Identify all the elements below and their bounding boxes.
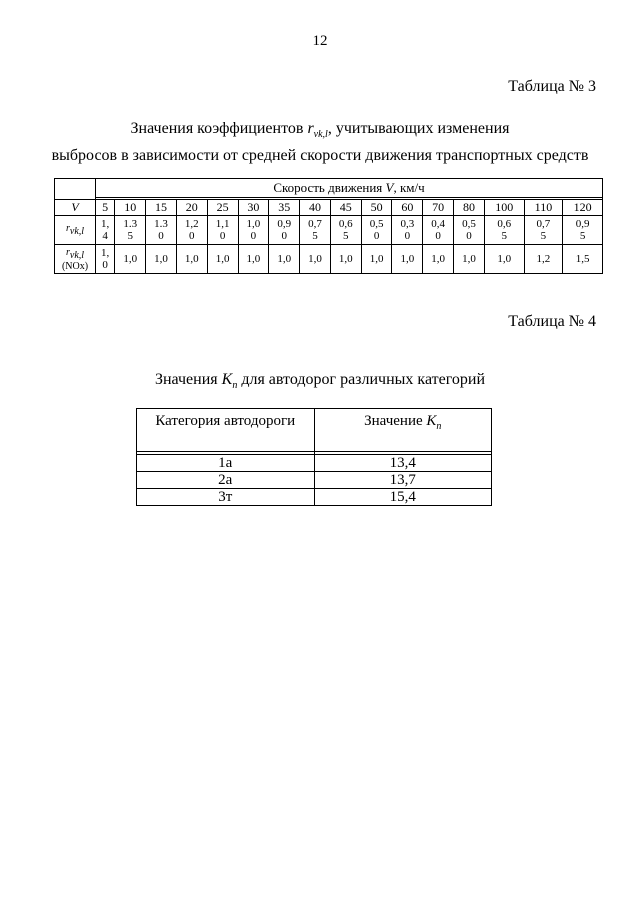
- row2-value-cell: [207, 245, 238, 274]
- cell-value-part: 1,0: [215, 253, 230, 265]
- row-label-sub: vk,l: [69, 249, 85, 261]
- cell-value-part: 0: [435, 230, 441, 242]
- row2-value-cell: [238, 245, 269, 274]
- cell-value-part: 0,5: [462, 218, 476, 230]
- cell-value: [216, 253, 230, 265]
- row1-value-cell: [330, 216, 361, 245]
- speed-cell: 120: [563, 200, 603, 216]
- cell-value-part: 0: [466, 230, 472, 242]
- table3-label: Таблица № 3: [508, 78, 596, 95]
- table4-title-part: Значения: [154, 371, 222, 388]
- row2-value-cell: [484, 245, 524, 274]
- row1-value-cell: [361, 216, 392, 245]
- table4-title-sub: n: [232, 380, 238, 392]
- cell-value-part: 0,5: [369, 218, 384, 230]
- cell-value-part: 5: [343, 230, 349, 242]
- cell-value: [123, 218, 137, 242]
- speed-cell: 35: [269, 200, 300, 216]
- cell-value: [431, 218, 445, 242]
- cell-value: [277, 218, 291, 242]
- cell-value-part: 1,0: [338, 253, 353, 265]
- cell-value-part: 0,6: [338, 218, 353, 230]
- cell-value-part: 0: [373, 230, 380, 242]
- cell-value: [308, 218, 322, 242]
- row1-value-cell: [454, 216, 485, 245]
- header-part: , км/ч: [393, 180, 425, 195]
- cell-value-part: 5: [312, 230, 318, 242]
- cell-value-part: 1,2: [184, 218, 199, 230]
- table3-speed-header: [96, 179, 603, 198]
- row1-value-cell: [300, 216, 331, 245]
- row2-value-cell: [330, 245, 361, 274]
- cell-value: [497, 253, 511, 265]
- cell-value-part: 0,6: [497, 218, 512, 230]
- col-header-part: Значение: [364, 413, 427, 429]
- cell-value: [576, 218, 590, 242]
- speed-cell: 5: [96, 200, 115, 216]
- row1-value-cell: [146, 216, 177, 245]
- row2-value-cell: [115, 245, 146, 274]
- speed-cell: 15: [146, 200, 177, 216]
- speed-cell: 110: [524, 200, 563, 216]
- row1-value-cell: [563, 216, 603, 245]
- cell-value: [123, 253, 137, 265]
- cell-value-part: 1,0: [154, 253, 168, 265]
- category-cell: 3т: [137, 489, 315, 506]
- row1-value-cell: [269, 216, 300, 245]
- cell-value-part: 0: [281, 230, 287, 242]
- cell-value-part: 1,1: [215, 218, 230, 230]
- cell-value-part: 1,0: [369, 253, 384, 265]
- row-label-rvkl: [55, 216, 96, 245]
- table-row: [137, 472, 492, 489]
- row2-value-cell: [96, 245, 115, 274]
- cell-value-part: 1,0: [277, 253, 292, 265]
- cell-value: [154, 218, 168, 242]
- cell-value: [401, 218, 415, 242]
- cell-value-part: 1,0: [184, 253, 199, 265]
- speed-cell: 25: [207, 200, 238, 216]
- table-row: [137, 489, 492, 506]
- cell-value: [339, 218, 353, 242]
- cell-value: [277, 253, 291, 265]
- cell-value: [101, 218, 109, 242]
- table-row: [137, 455, 492, 472]
- kn-value-cell: 13,4: [314, 455, 492, 472]
- cell-value: [497, 218, 511, 242]
- v-label-cell: V: [55, 200, 96, 216]
- cell-value: [576, 253, 590, 265]
- cell-value: [431, 253, 445, 265]
- cell-value-part: 1,0: [462, 253, 476, 265]
- row1-value-cell: [207, 216, 238, 245]
- cell-value: [247, 253, 261, 265]
- table3-title-sub: vk,l: [313, 129, 328, 141]
- row1-value-cell: [423, 216, 454, 245]
- header-var: V: [385, 180, 394, 195]
- cell-value-part: 0: [189, 230, 195, 242]
- row2-value-cell: [563, 245, 603, 274]
- kn-table: [136, 408, 492, 506]
- cell-value-part: 5: [540, 230, 547, 242]
- row2-value-cell: [524, 245, 563, 274]
- speed-cell: 70: [423, 200, 454, 216]
- cell-value: [462, 253, 476, 265]
- cell-value: [537, 218, 551, 242]
- row1-value-cell: [392, 216, 423, 245]
- cell-value-part: 0: [219, 230, 226, 242]
- speed-cell: 60: [392, 200, 423, 216]
- cell-value-part: 1,5: [575, 253, 590, 265]
- row1-value-cell: [238, 216, 269, 245]
- speed-cell: 10: [115, 200, 146, 216]
- cell-value-part: 1.3: [123, 218, 138, 230]
- cell-value-part: 1.3: [154, 218, 168, 230]
- cell-value-part: 1,0: [431, 253, 446, 265]
- cell-value-part: 1,0: [497, 253, 512, 265]
- kn-value-cell: 15,4: [314, 489, 492, 506]
- cell-value: [185, 218, 199, 242]
- col-header-category: Категория автодороги: [137, 409, 315, 452]
- cell-value-part: 0,9: [575, 218, 590, 230]
- table3-title: [0, 118, 640, 166]
- row-label-sub: vk,l: [69, 226, 85, 237]
- cell-value-part: 1,0: [400, 253, 415, 265]
- row2-value-cell: [392, 245, 423, 274]
- row2-value-cell: [361, 245, 392, 274]
- row1-value-cell: [96, 216, 115, 245]
- table4-title-var: K: [221, 371, 233, 388]
- cell-value-part: 1,: [101, 218, 110, 230]
- cell-value-part: 1,0: [246, 253, 261, 265]
- row1-value-cell: [176, 216, 207, 245]
- cell-value: [216, 218, 230, 242]
- row2-value-cell: [146, 245, 177, 274]
- row-label-rvkl-nox: [55, 245, 96, 274]
- cell-value-part: 1,0: [308, 253, 322, 265]
- row2-value-cell: [300, 245, 331, 274]
- row1-value-cell: [524, 216, 563, 245]
- table3-title-part: Значения коэффициентов: [130, 120, 308, 137]
- cell-value-part: 1,2: [536, 253, 551, 265]
- speed-cell: 45: [330, 200, 361, 216]
- cell-value-part: 0,7: [536, 218, 551, 230]
- row2-value-cell: [176, 245, 207, 274]
- table3-corner-cell: [55, 179, 96, 200]
- cell-value: [308, 253, 322, 265]
- col-header-value: [314, 409, 492, 452]
- speed-cell: 80: [454, 200, 485, 216]
- cell-value: [370, 253, 384, 265]
- cell-value: [401, 253, 415, 265]
- cell-value: [154, 253, 168, 265]
- cell-value: [537, 253, 551, 265]
- speed-coefficient-table: [54, 178, 603, 274]
- cell-value-part: 0,3: [400, 218, 415, 230]
- header-part: Скорость движения: [273, 180, 386, 195]
- cell-value-part: 0,9: [277, 218, 292, 230]
- cell-value-part: 0,4: [431, 218, 446, 230]
- col-header-var: K: [426, 413, 437, 429]
- row-label-var: r: [65, 223, 70, 234]
- table3-title-part: , учитывающих изменения: [327, 120, 510, 137]
- speed-cell: 100: [484, 200, 524, 216]
- cell-value-part: 0,7: [308, 218, 322, 230]
- cell-value: [185, 253, 199, 265]
- speed-cell: 40: [300, 200, 331, 216]
- cell-value-part: 5: [501, 230, 507, 242]
- cell-value-part: 0: [158, 230, 164, 242]
- cell-value: [339, 253, 353, 265]
- cell-value: [462, 218, 476, 242]
- cell-value-part: 1,: [101, 247, 110, 259]
- cell-value-part: 0: [404, 230, 411, 242]
- kn-value-cell: 13,7: [314, 472, 492, 489]
- table3-title-line2: выбросов в зависимости от средней скорости движения транспортных средств: [51, 147, 589, 165]
- table4-label: Таблица № 4: [508, 313, 596, 330]
- row2-value-cell: [269, 245, 300, 274]
- cell-value-part: 5: [127, 230, 133, 242]
- cell-value-part: 0: [250, 230, 257, 242]
- row2-value-cell: [454, 245, 485, 274]
- row1-value-cell: [115, 216, 146, 245]
- cell-value-part: 5: [579, 230, 586, 242]
- speed-cell: 20: [176, 200, 207, 216]
- cell-value-part: 4: [102, 230, 108, 242]
- page-number: 12: [312, 33, 328, 49]
- table4-title: [0, 369, 640, 396]
- speed-cell: 50: [361, 200, 392, 216]
- cell-value-part: 1,0: [246, 218, 261, 230]
- row-label-var: r: [65, 246, 70, 258]
- cell-value: [370, 218, 384, 242]
- row1-value-cell: [484, 216, 524, 245]
- category-cell: 1а: [137, 455, 315, 472]
- speed-cell: 30: [238, 200, 269, 216]
- cell-value: [101, 247, 109, 271]
- cell-value-part: 1,0: [123, 253, 138, 265]
- table3-title-var: r: [307, 120, 314, 137]
- category-cell: 2а: [137, 472, 315, 489]
- row2-value-cell: [423, 245, 454, 274]
- cell-value-part: 0: [102, 259, 108, 271]
- row-label-suffix: (NOx): [61, 260, 89, 272]
- col-header-sub: n: [436, 421, 442, 432]
- cell-value: [247, 218, 261, 242]
- table4-title-part: для автодорог различных категорий: [237, 371, 486, 388]
